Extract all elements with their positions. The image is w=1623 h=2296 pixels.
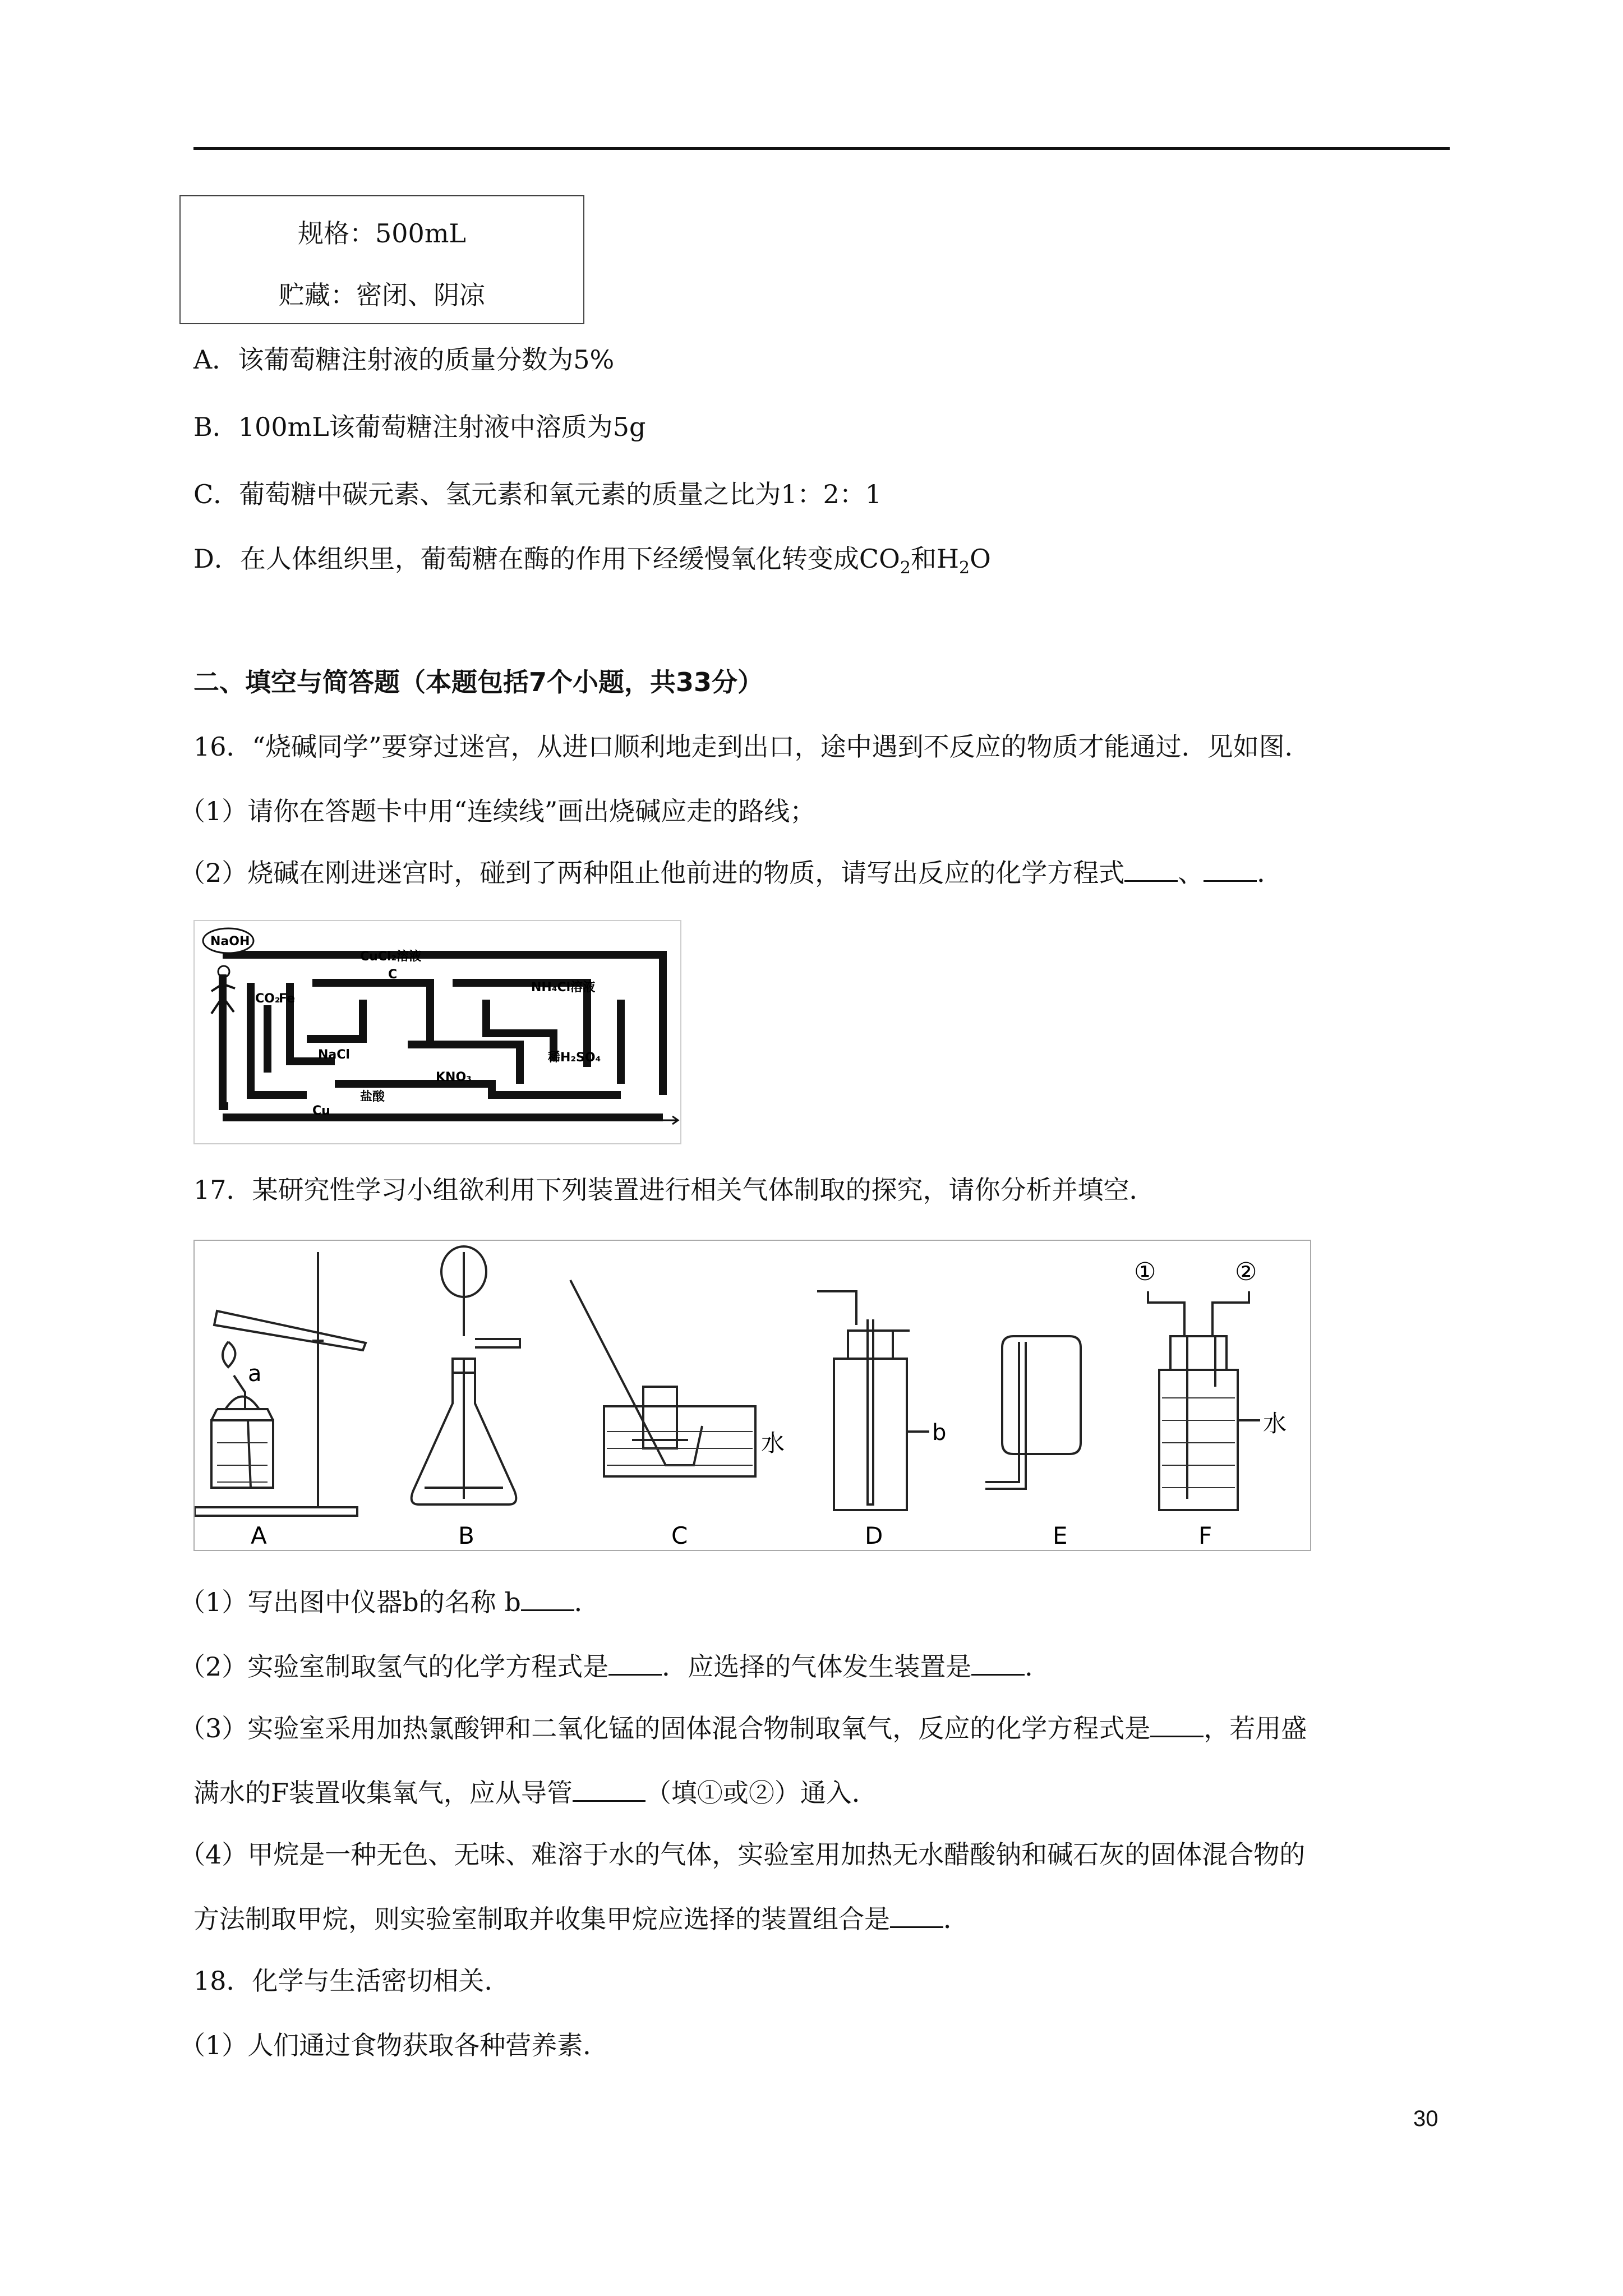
q17-part4-line1: （4）甲烷是一种无色、无味、难溶于水的气体，实验室用加热无水醋酸钠和碱石灰的固体混合物的 [179, 1839, 1306, 1870]
figure-label: ② [1235, 1258, 1257, 1286]
label-box [179, 195, 584, 324]
q17-part1: （1）写出图中仪器b的名称 b ． [179, 1587, 600, 1617]
maze-label: Fe [279, 992, 296, 1006]
maze-label: NaOH [210, 935, 250, 949]
answer-blank[interactable] [573, 1800, 645, 1802]
figure-label: A [251, 1522, 267, 1549]
figure-label: C [671, 1522, 688, 1549]
maze-label: C [388, 968, 398, 982]
answer-blank[interactable] [608, 1673, 662, 1676]
maze-label: NH₄Cl溶液 [531, 981, 596, 995]
apparatus-figure [193, 1240, 1311, 1551]
figure-label: 水 [761, 1429, 785, 1457]
header-rule [193, 147, 1450, 150]
q18-part1: （1）人们通过食物获取各种营养素． [179, 2030, 609, 2060]
maze-label: NaCl [318, 1048, 350, 1062]
figure-label: b [932, 1420, 947, 1446]
label-storage: 贮藏：密闭、阴凉 [279, 280, 485, 310]
section-title: 二、填空与简答题（本题包括7个小题，共33分） [193, 667, 764, 697]
q17-part2: （2）实验室制取氢气的化学方程式是 ．应选择的气体发生装置是 ． [179, 1651, 1051, 1682]
maze-figure [193, 920, 681, 1144]
answer-blank[interactable] [890, 1926, 943, 1928]
option-b: B．100mL该葡萄糖注射液中溶质为5g [193, 412, 646, 442]
q16-part2: （2）烧碱在刚进迷宫时，碰到了两种阻止他前进的物质，请写出反应的化学方程式 、 ． [179, 858, 1283, 888]
maze-label: KNO₃ [436, 1070, 472, 1084]
maze-label: 盐酸 [360, 1090, 385, 1104]
maze-label: 稀H₂SO₄ [548, 1051, 601, 1065]
figure-label: ① [1134, 1258, 1156, 1286]
figure-label: F [1198, 1522, 1212, 1549]
q18-stem: 18．化学与生活密切相关． [193, 1966, 510, 1996]
option-d: D．在人体组织里，葡萄糖在酶的作用下经缓慢氧化转变成$CO_2$和$H_2O$ [193, 544, 991, 578]
option-c: C．葡萄糖中碳元素、氢元素和氧元素的质量之比为1：2：1 [193, 479, 882, 509]
figure-label: 水 [1263, 1410, 1287, 1437]
q17-part4-line2: 方法制取甲烷，则实验室制取并收集甲烷应选择的装置组合是 ． [193, 1904, 969, 1934]
answer-blank[interactable] [1124, 880, 1178, 882]
q16-part1: （1）请你在答题卡中用“连续线”画出烧碱应走的路线； [179, 796, 816, 826]
label-spec: 规格：500mL [298, 218, 466, 249]
q17-stem: 17．某研究性学习小组欲利用下列装置进行相关气体制取的探究，请你分析并填空． [193, 1175, 1155, 1205]
page-number: 30 [1413, 2106, 1438, 2131]
figure-label: E [1053, 1522, 1068, 1549]
maze-label: CuCl₂溶液 [360, 950, 422, 964]
figure-label: D [865, 1522, 883, 1549]
q17-part3-line1: （3）实验室采用加热氯酸钾和二氧化锰的固体混合物制取氧气，反应的化学方程式是 ，若用盛 [179, 1713, 1307, 1743]
answer-blank[interactable] [1150, 1735, 1204, 1737]
answer-blank[interactable] [971, 1673, 1025, 1676]
maze-label: CO₂ [255, 992, 280, 1006]
q16-stem: 16．“烧碱同学”要穿过迷宫，从进口顺利地走到出口，途中遇到不反应的物质才能通过．见如图． [193, 731, 1311, 762]
figure-label: B [458, 1522, 474, 1549]
answer-blank[interactable] [521, 1609, 574, 1611]
maze-label: Cu [312, 1104, 330, 1118]
option-a: A．该葡萄糖注射液的质量分数为5% [193, 344, 615, 375]
figure-label: a [248, 1361, 262, 1387]
answer-blank[interactable] [1204, 880, 1257, 882]
q17-part3-line2: 满水的F装置收集氧气，应从导管 （填①或②）通入． [193, 1778, 878, 1808]
